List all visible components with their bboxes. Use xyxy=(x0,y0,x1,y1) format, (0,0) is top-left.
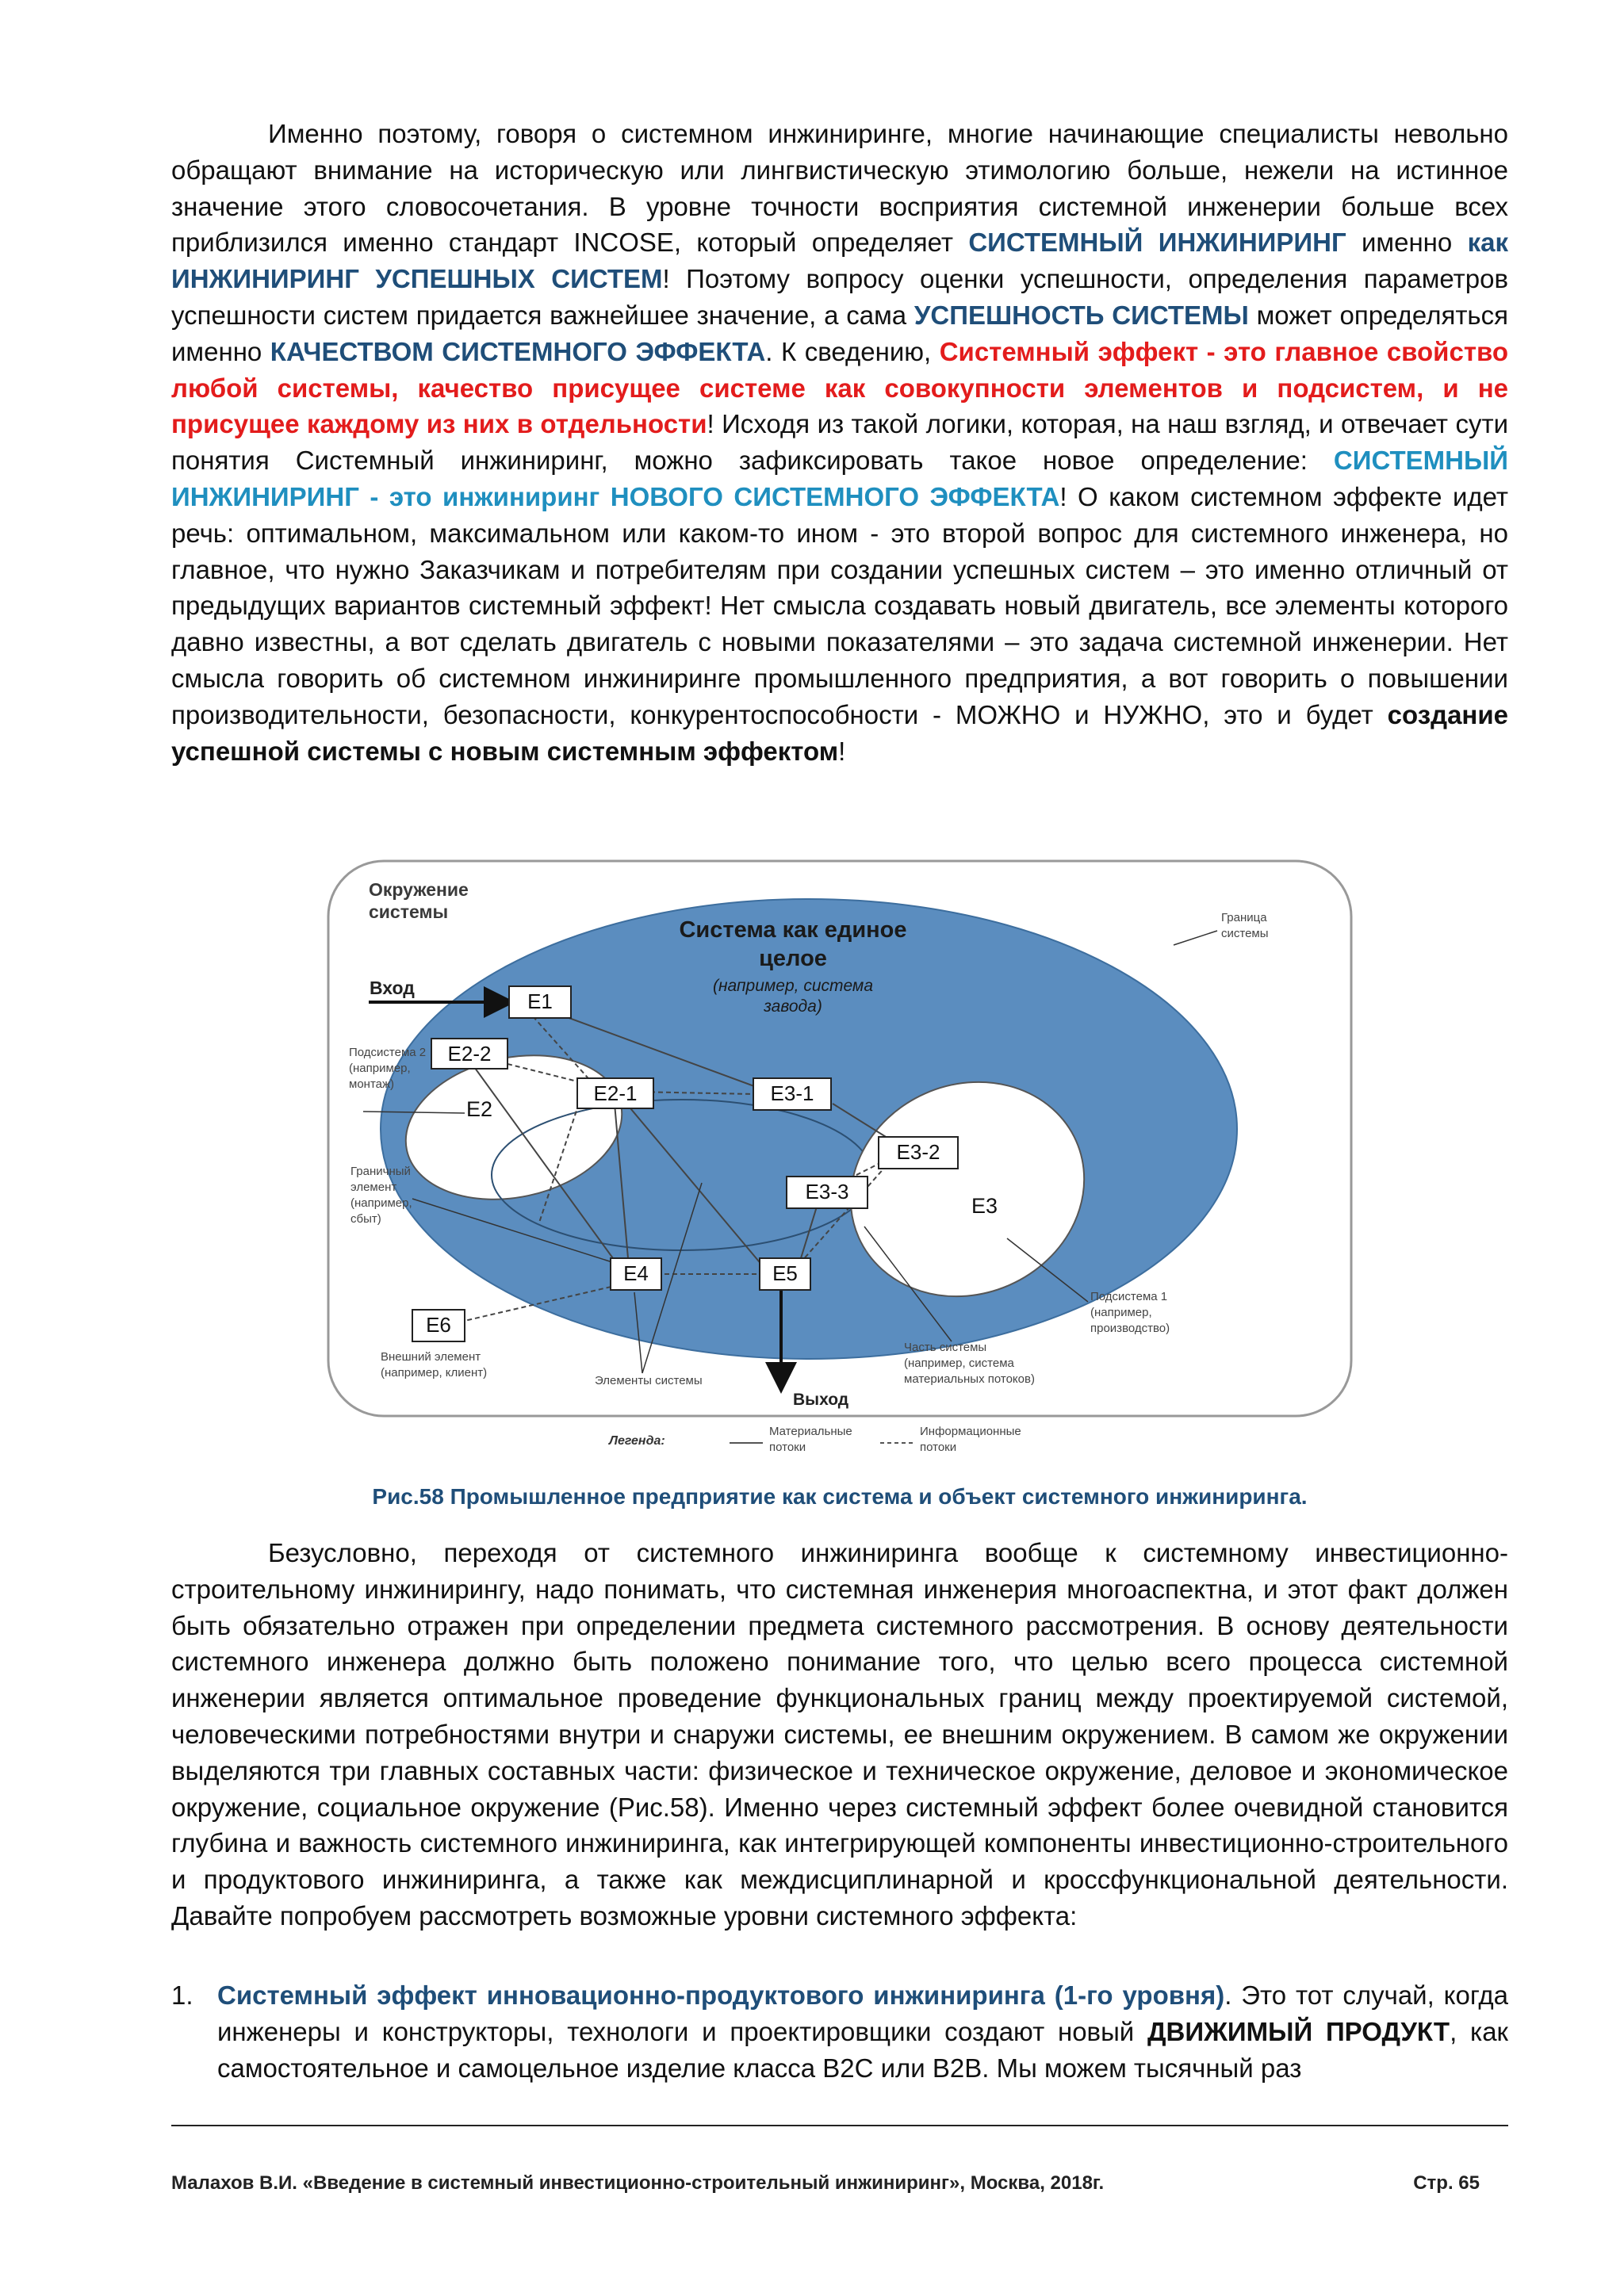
list-item-1 xyxy=(171,1977,1508,2086)
legend-material-label-1: Материальные xyxy=(769,1425,852,1438)
paragraph-intro xyxy=(171,116,1508,769)
system-part-label-2: (например, система xyxy=(904,1357,1014,1370)
system-part-label-3: материальных потоков) xyxy=(904,1372,1035,1386)
legend-info-label-1: Информационные xyxy=(920,1425,1021,1438)
node-e2-2 xyxy=(431,1039,508,1069)
text-run: , как самостоятельное и самоцельное изделие класса B2C или B2B. Мы можем тысячный раз xyxy=(217,2016,1508,2083)
node-e2-1-label: E2-1 xyxy=(593,1081,638,1105)
system-title-1: Система как единое xyxy=(679,917,907,943)
subsystem2-label-1: Подсистема 2 xyxy=(349,1046,427,1059)
subsystem1-label-2: (например, xyxy=(1090,1306,1152,1319)
system-part-label-1: Часть системы xyxy=(904,1341,987,1354)
boundary-label-2: системы xyxy=(1221,927,1269,940)
node-e2-1 xyxy=(577,1078,653,1108)
subsystem2-label-2: (например, xyxy=(349,1062,411,1075)
emphasis-term: СИСТЕМНЫЙ ИНЖИНИРИНГ xyxy=(968,228,1346,258)
node-e3-2 xyxy=(879,1137,958,1169)
environment-label-1: Окружение xyxy=(369,879,469,900)
system-sub-1: (например, система xyxy=(712,977,874,995)
external-element-label-1: Внешний элемент xyxy=(381,1350,481,1364)
node-e1 xyxy=(509,986,571,1018)
paragraph-main: Безусловно, переходя от системного инжиниринга вообще к системному инвестиционно-строительному инжинирингу, надо понимать, что системная инженерия многоаспектна, и этот факт должен быть обязательно отражен при определении предмета системного рассмотрения. В основу деятельности системного инженера должно быть положено понимание того, что целью всего процесса системной инженерии является оптимальное проведение функциональных границ между проектируемой системой, человеческими потребностями внутри и снаружи системы, ее внешним окружением. В самом же окружении выделяются три главных составных части: физическое и техническое окружение, деловое и экономическое окружение, социальное окружение (Рис.58). Именно через системный эффект более очевидной становится глубина и важность системного инжиниринга, как интегрирующей компоненты инвестиционно-строительного и продуктового инжиниринга, а также как междисциплинарной и кроссфункциональной деятельности. Давайте попробуем рассмотреть возможные уровни системного эффекта: xyxy=(171,1538,1508,1931)
node-e6-label: E6 xyxy=(426,1313,451,1337)
subsystem1-label-3: производство) xyxy=(1090,1322,1170,1335)
text-run: . Это тот случай, когда инженеры и конструкторы, технологи и проектировщики создают новый xyxy=(217,1980,1508,2046)
subsystem1-label-1: Подсистема 1 xyxy=(1090,1290,1168,1303)
text-run: ! Исходя из такой логики, которая, на наш взгляд, и отвечает сути понятия Системный инжиниринг, можно зафиксировать такое новое определение: xyxy=(171,409,1508,476)
node-e3-1 xyxy=(753,1078,831,1110)
border-element-label-1: Граничный xyxy=(350,1165,411,1178)
output-label: Выход xyxy=(793,1391,849,1409)
text-run: может определяться именно xyxy=(171,300,1508,366)
subsystem2-label-3: монтаж) xyxy=(349,1077,395,1091)
node-e3-2-label: E3-2 xyxy=(896,1140,940,1164)
node-e5-label: E5 xyxy=(772,1261,798,1285)
border-element-label-4: сбыт) xyxy=(350,1212,381,1226)
node-e3-3 xyxy=(787,1177,868,1208)
legend-info-label-2: потоки xyxy=(920,1441,957,1454)
node-e4 xyxy=(611,1258,661,1290)
emphasis-term: УСПЕШНОСТЬ СИСТЕМЫ xyxy=(914,300,1249,330)
elements-label: Элементы системы xyxy=(595,1374,703,1387)
node-e4-label: E4 xyxy=(623,1261,649,1285)
list-item-text xyxy=(217,1977,1508,2086)
red-definition: Системный эффект - это главное свойство любой системы, качество присущее системе как совокупности элементов и подсистем, и не присущее каждому из них в отдельности xyxy=(171,336,1508,439)
border-element-label-3: (например, xyxy=(350,1196,412,1210)
text-run: ! О каком системном эффекте идет речь: оптимальном, максимальном или каком-то ином - это второй вопрос для системного инженера, но главное, что нужно Заказчикам и потребителям при создании успешных систем – это именно отличный от предыдущих вариантов системный эффект! Нет смысла создавать новый двигатель, все элементы которого давно известны, а вот сделать двигатель с новыми показателями – это задача системной инженерии. Нет смысла говорить об системном инжиниринге промышленного предприятия, а вот говорить о повышении производительности, безопасности, конкурентоспособности - МОЖНО и НУЖНО, это и будет xyxy=(171,481,1509,729)
node-e5 xyxy=(760,1258,810,1290)
node-e6 xyxy=(412,1310,465,1341)
system-diagram xyxy=(325,858,1356,1468)
node-e3-label: E3 xyxy=(971,1194,998,1218)
system-sub-2: завода) xyxy=(764,997,822,1016)
environment-label-2: системы xyxy=(369,901,449,922)
node-e3-1-label: E3-1 xyxy=(770,1081,814,1105)
text-run: ! Поэтому вопросу оценки успешности, определения параметров успешности систем придается важнейшее значение, а сама xyxy=(171,264,1508,330)
node-e3-3-label: E3-3 xyxy=(805,1180,849,1203)
system-title-2: целое xyxy=(759,946,827,971)
footer-citation: Малахов В.И. «Введение в системный инвестиционно-строительный инжиниринг», Москва, 2018г. xyxy=(171,2172,1105,2194)
page-footer xyxy=(171,2172,1508,2195)
node-e2-label: E2 xyxy=(466,1097,493,1121)
border-element-label-2: элемент xyxy=(350,1181,397,1194)
list-item-title: Системный эффект инновационно-продуктового инжиниринга (1-го уровня) xyxy=(217,1980,1225,2010)
external-element-label-2: (например, клиент) xyxy=(381,1366,488,1380)
cyan-definition: СИСТЕМНЫЙ ИНЖИНИРИНГ - это инжиниринг НОВОГО СИСТЕМНОГО ЭФФЕКТА xyxy=(171,446,1508,511)
emphasis-term: как ИНЖИНИРИНГ УСПЕШНЫХ СИСТЕМ xyxy=(171,228,1508,294)
boundary-label-1: Граница xyxy=(1221,911,1267,924)
footer-divider xyxy=(171,2125,1508,2126)
bold-phrase: ДВИЖИМЫЙ ПРОДУКТ xyxy=(1147,2016,1450,2046)
text-run: Именно поэтому, говоря о системном инжиниринге, многие начинающие специалисты невольно обращают внимание на историческую или лингвистическую этимологию больше, нежели на истинное значение этого словосочетания. В уровне точности восприятия системной инженерии больше всех приблизился именно стандарт INCOSE, который определяет xyxy=(171,119,1508,258)
node-e1-label: E1 xyxy=(527,989,553,1013)
emphasis-term: КАЧЕСТВОМ СИСТЕМНОГО ЭФФЕКТА xyxy=(270,336,766,366)
legend-title: Легенда: xyxy=(609,1434,665,1448)
node-e2-2-label: E2-2 xyxy=(447,1042,492,1066)
page-number: Стр. 65 xyxy=(1413,2172,1480,2194)
list-item-number: 1. xyxy=(171,1980,193,2010)
figure-caption: Рис.58 Промышленное предприятие как система и объект системного инжиниринга. xyxy=(372,1484,1308,1509)
text-run: . К сведению, xyxy=(765,336,940,366)
legend-material-label-2: потоки xyxy=(769,1441,806,1454)
text-run: ! xyxy=(838,736,846,766)
text-run: именно xyxy=(1346,228,1468,258)
input-label: Вход xyxy=(370,978,415,998)
system-diagram-svg xyxy=(325,858,1356,1468)
bold-phrase: создание успешной системы с новым системным эффектом xyxy=(171,699,1508,766)
